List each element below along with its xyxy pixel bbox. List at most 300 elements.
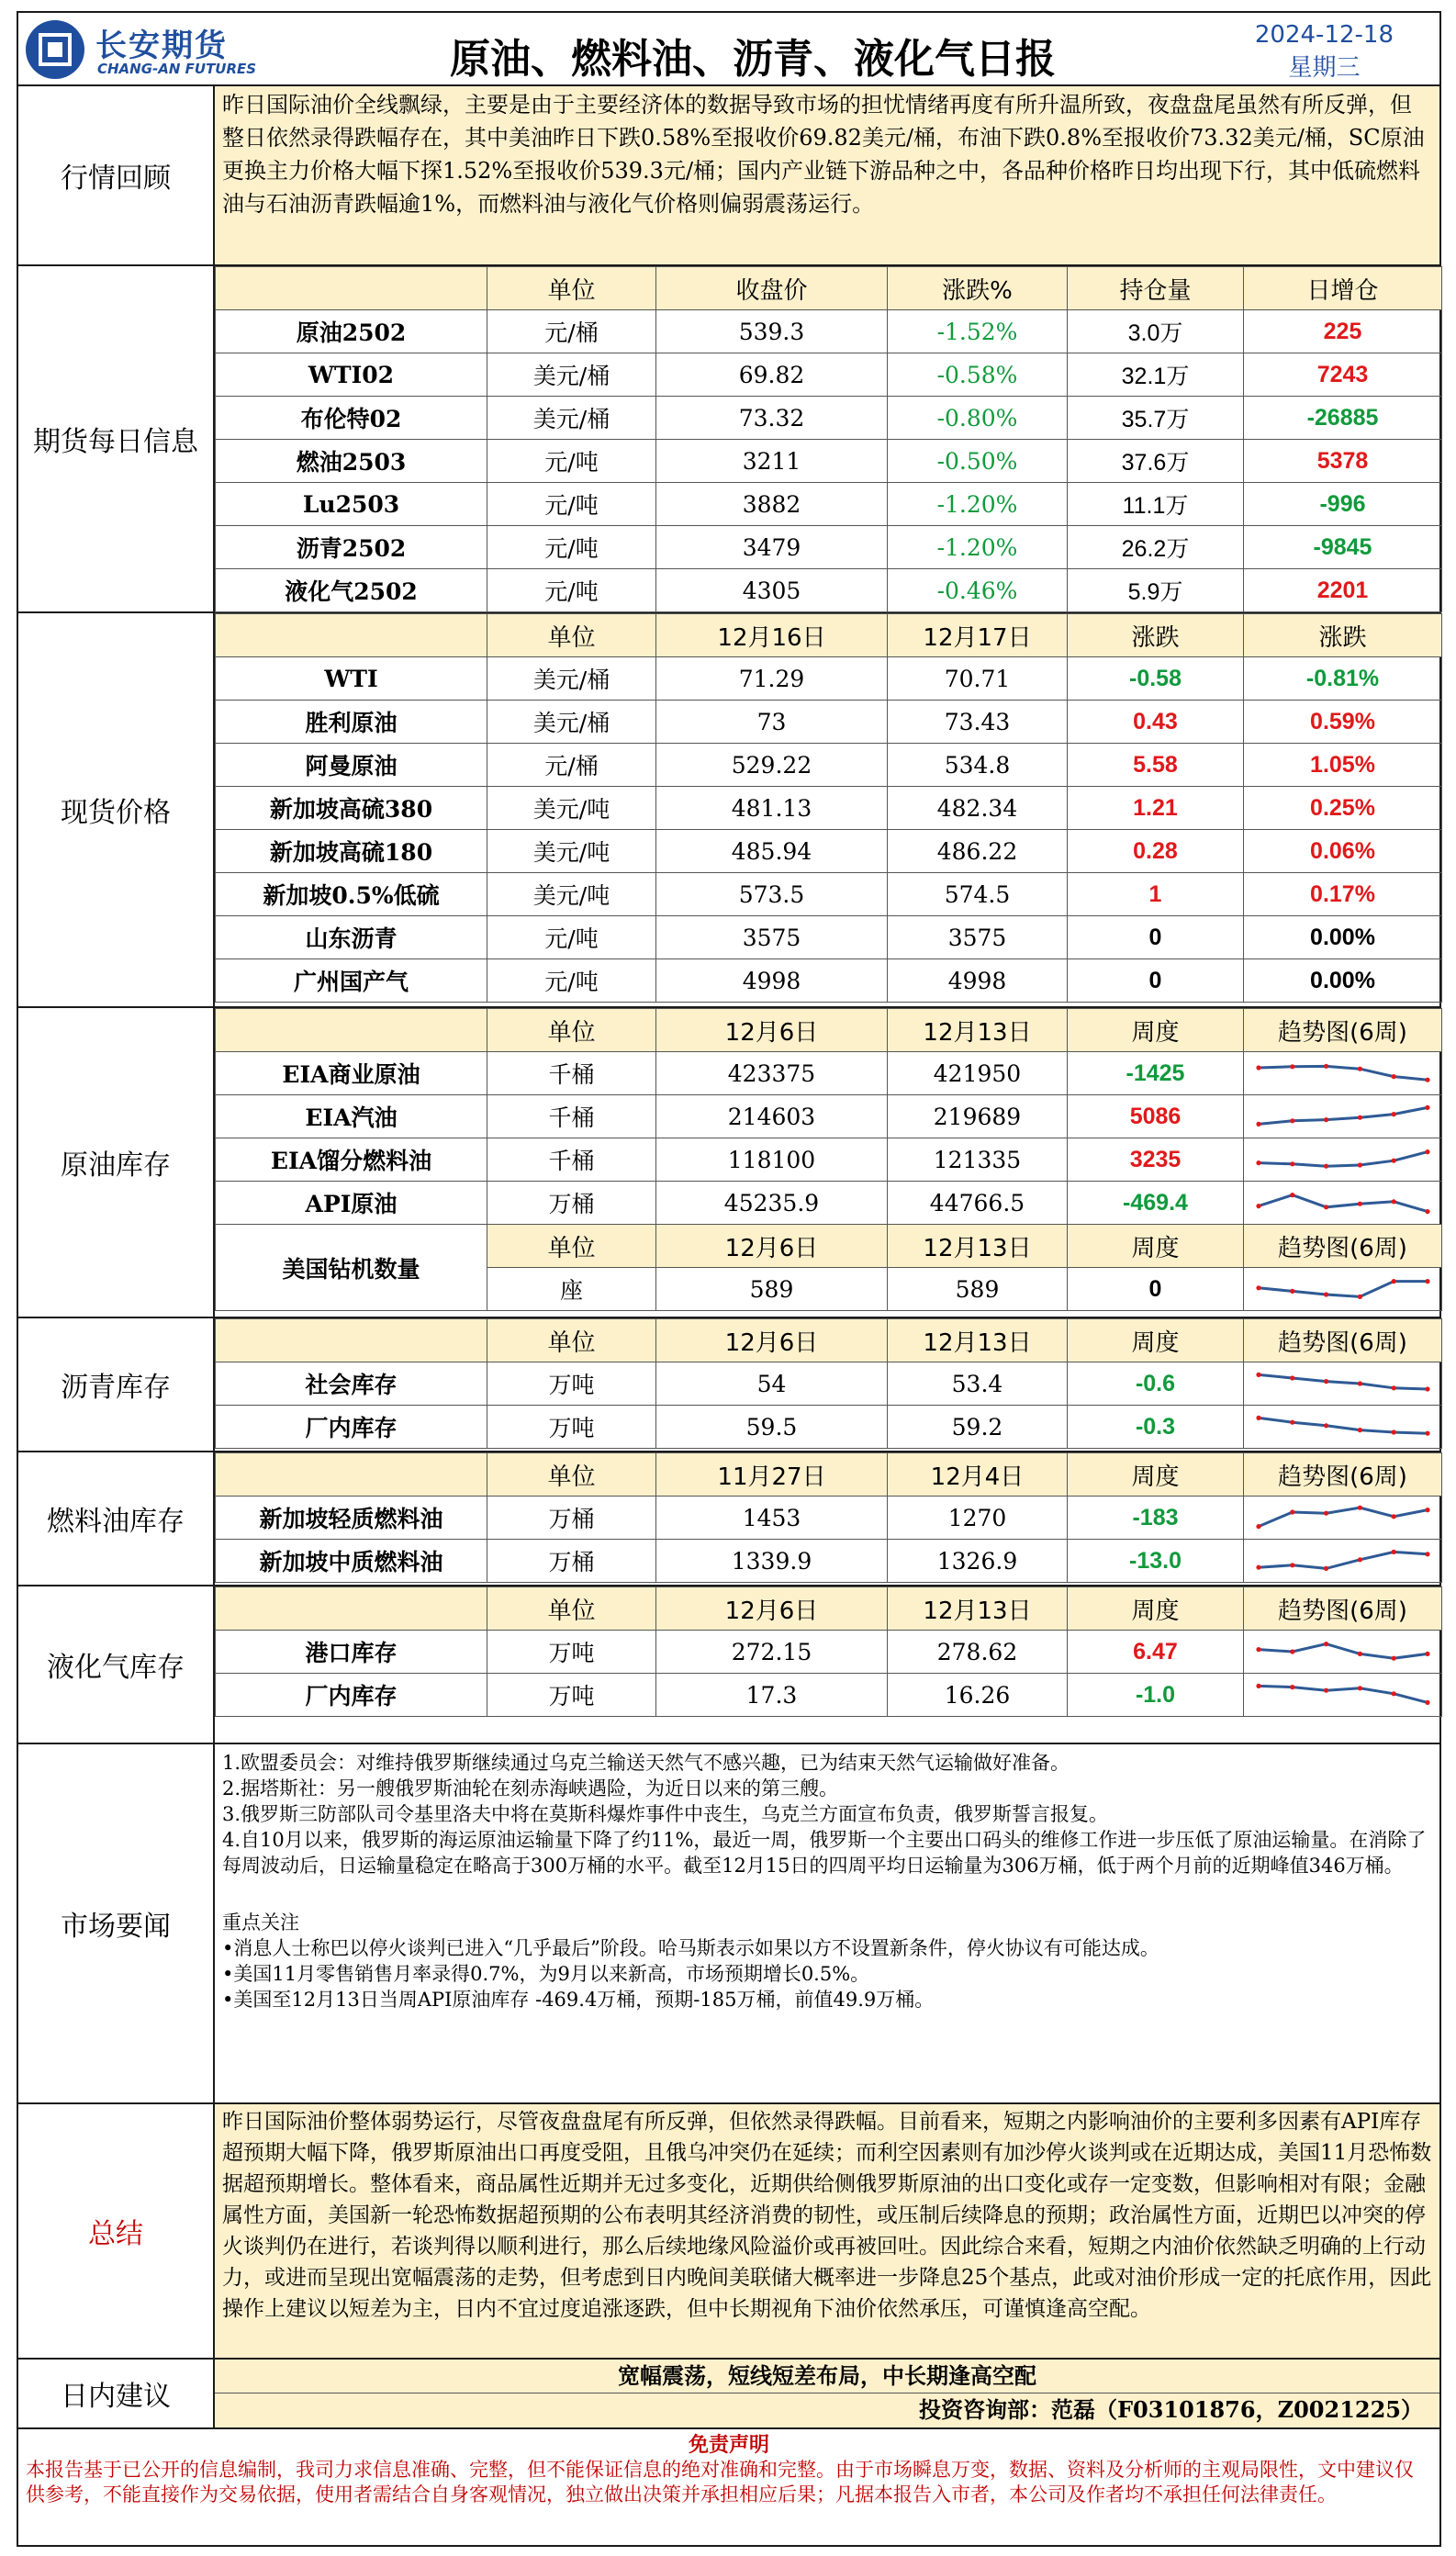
change-pct: -0.46% bbox=[888, 569, 1068, 612]
trend-point bbox=[1425, 1386, 1429, 1391]
weekly-change: -469.4 bbox=[1068, 1182, 1244, 1225]
daily-oi-change: 5378 bbox=[1244, 440, 1442, 483]
change-pct: -0.58% bbox=[888, 353, 1068, 397]
section-label: 燃料油库存 bbox=[18, 1452, 215, 1585]
value-period1: 17.3 bbox=[656, 1674, 888, 1717]
trend-point bbox=[1324, 1379, 1328, 1384]
daily-oi-change: 7243 bbox=[1244, 353, 1442, 397]
trend-sparkline bbox=[1251, 1499, 1435, 1536]
table-row bbox=[216, 1406, 1442, 1449]
trend-point bbox=[1425, 1508, 1429, 1512]
trend-point bbox=[1324, 1688, 1328, 1693]
contract-name: 沥青2502 bbox=[216, 526, 487, 569]
change-pct: -1.52% bbox=[888, 310, 1068, 353]
change-abs: 0.43 bbox=[1068, 701, 1244, 744]
inventory-name: 厂内库存 bbox=[216, 1406, 487, 1449]
asphalt-inventory-table bbox=[215, 1318, 1442, 1449]
trend-point bbox=[1324, 1511, 1328, 1516]
trend-point bbox=[1357, 1557, 1361, 1562]
unit-cell: 元/吨 bbox=[487, 569, 656, 612]
header-cell bbox=[216, 1009, 487, 1052]
trend-point bbox=[1256, 1204, 1260, 1208]
unit-cell: 万吨 bbox=[487, 1631, 656, 1674]
news-spacer bbox=[222, 1878, 1432, 1910]
unit-cell: 元/吨 bbox=[487, 916, 656, 959]
trend-sparkline bbox=[1251, 1408, 1435, 1445]
trend-point bbox=[1256, 1416, 1260, 1420]
trend-point bbox=[1357, 1506, 1361, 1510]
value-period2: 59.2 bbox=[888, 1406, 1068, 1449]
trend-sparkline bbox=[1251, 1055, 1435, 1092]
value-period2: 16.26 bbox=[888, 1674, 1068, 1717]
change-abs: 1.21 bbox=[1068, 787, 1244, 830]
disclaimer-title: 免责声明 bbox=[688, 2433, 769, 2457]
trend-point bbox=[1357, 1428, 1361, 1432]
trend-sparkline bbox=[1251, 1633, 1435, 1670]
inventory-name: EIA商业原油 bbox=[216, 1052, 487, 1095]
close-price: 3882 bbox=[656, 483, 888, 526]
value-period1: 272.15 bbox=[656, 1631, 888, 1674]
header-cell: 周度 bbox=[1068, 1009, 1244, 1052]
close-price: 539.3 bbox=[656, 310, 888, 353]
trend-point bbox=[1256, 1647, 1260, 1652]
header-cell bbox=[216, 1453, 487, 1497]
news-item: 2.据塔斯社：另一艘俄罗斯油轮在刻赤海峡遇险，为近日以来的第三艘。 bbox=[222, 1777, 839, 1799]
value-period2: 421950 bbox=[888, 1052, 1068, 1095]
close-price: 3479 bbox=[656, 526, 888, 569]
crude-table-wrap bbox=[215, 1008, 1439, 1317]
unit-cell: 元/吨 bbox=[487, 959, 656, 1003]
table-header-row bbox=[216, 1319, 1442, 1362]
trend-point bbox=[1357, 1295, 1361, 1299]
unit-cell: 元/吨 bbox=[487, 526, 656, 569]
price-day1: 573.5 bbox=[656, 873, 888, 916]
unit-cell: 美元/桶 bbox=[487, 701, 656, 744]
rig-header-row bbox=[216, 1225, 1442, 1268]
trend-point bbox=[1425, 1431, 1429, 1436]
trend-point bbox=[1425, 1700, 1429, 1705]
section-label: 沥青库存 bbox=[18, 1318, 215, 1451]
header-cell bbox=[216, 614, 487, 657]
inventory-name: 新加坡轻质燃料油 bbox=[216, 1497, 487, 1540]
open-interest: 5.9万 bbox=[1068, 569, 1244, 612]
trend-point bbox=[1324, 1164, 1328, 1169]
close-price: 73.32 bbox=[656, 397, 888, 440]
price-day1: 485.94 bbox=[656, 830, 888, 873]
inventory-name: 新加坡中质燃料油 bbox=[216, 1540, 487, 1583]
trend-point bbox=[1357, 1162, 1361, 1167]
table-row bbox=[216, 397, 1442, 440]
trend-point bbox=[1256, 1684, 1260, 1688]
date-text: 2024-12-18 bbox=[1254, 21, 1394, 49]
unit-cell: 美元/桶 bbox=[487, 397, 656, 440]
section-label: 液化气库存 bbox=[18, 1586, 215, 1743]
open-interest: 32.1万 bbox=[1068, 353, 1244, 397]
trend-cell bbox=[1244, 1497, 1442, 1540]
logo-name-en: CHANG-AN FUTURES bbox=[97, 61, 257, 77]
trend-point bbox=[1290, 1375, 1294, 1380]
trend-point bbox=[1425, 1652, 1429, 1656]
trend-cell bbox=[1244, 1674, 1442, 1717]
section-market-news bbox=[17, 1744, 1441, 2104]
table-row bbox=[216, 657, 1442, 701]
lpg-table-wrap bbox=[215, 1586, 1439, 1743]
weekly-change: -1425 bbox=[1068, 1052, 1244, 1095]
section-label: 期货每日信息 bbox=[18, 266, 215, 611]
section-lpg-inventory bbox=[17, 1586, 1441, 1744]
futures-table-wrap bbox=[215, 266, 1439, 611]
table-row bbox=[216, 1631, 1442, 1674]
header-cell: 趋势图(6周) bbox=[1244, 1453, 1442, 1497]
trend-point bbox=[1290, 1685, 1294, 1689]
value-period2: 53.4 bbox=[888, 1362, 1068, 1406]
trend-point bbox=[1357, 1381, 1361, 1385]
value-period1: 118100 bbox=[656, 1138, 888, 1182]
trend-point bbox=[1391, 1656, 1395, 1661]
table-row bbox=[216, 701, 1442, 744]
trend-point bbox=[1324, 1566, 1328, 1571]
trend-point bbox=[1357, 1686, 1361, 1690]
value-period1: 1453 bbox=[656, 1497, 888, 1540]
unit-cell: 元/桶 bbox=[487, 744, 656, 787]
trend-point bbox=[1391, 1429, 1395, 1434]
weekly-change: -1.0 bbox=[1068, 1674, 1244, 1717]
trend-line bbox=[1259, 1644, 1428, 1659]
open-interest: 11.1万 bbox=[1068, 483, 1244, 526]
close-price: 3211 bbox=[656, 440, 888, 483]
header-cell: 单位 bbox=[487, 1319, 656, 1362]
trend-line bbox=[1259, 1508, 1428, 1526]
price-day1: 481.13 bbox=[656, 787, 888, 830]
logo-emblem-icon bbox=[26, 20, 84, 79]
change-pct: -1.20% bbox=[888, 526, 1068, 569]
change-abs: 0.28 bbox=[1068, 830, 1244, 873]
trend-cell bbox=[1244, 1540, 1442, 1583]
header-cell: 12月6日 bbox=[656, 1587, 888, 1631]
header-cell: 趋势图(6周) bbox=[1244, 1319, 1442, 1362]
table-row bbox=[216, 830, 1442, 873]
spot-name: WTI bbox=[216, 657, 487, 701]
value-period1: 45235.9 bbox=[656, 1182, 888, 1225]
trend-point bbox=[1391, 1159, 1395, 1163]
trend-cell bbox=[1244, 1362, 1442, 1406]
spot-name: 新加坡0.5%低硫 bbox=[216, 873, 487, 916]
trend-cell bbox=[1244, 1052, 1442, 1095]
daily-oi-change: 2201 bbox=[1244, 569, 1442, 612]
trend-point bbox=[1425, 1279, 1429, 1284]
change-pct: -0.81% bbox=[1244, 657, 1442, 701]
unit-cell: 美元/桶 bbox=[487, 657, 656, 701]
table-row bbox=[216, 310, 1442, 353]
header-cell: 持仓量 bbox=[1068, 267, 1244, 310]
disclaimer-text: 本报告基于已公开的信息编制，我司力求信息准确、完整，但不能保证信息的绝对准确和完整。由于市场瞬息万变，数据、资料及分析师的主观局限性，文中建议仅供参考，不能直接作为交易依据，使用者需结合自身客观情况，独立做出决策并承担相应后果；凡据本报告入市者，本公司及作者均不承担任何法律责任。 bbox=[26, 2459, 1414, 2506]
trend-point bbox=[1324, 1064, 1328, 1069]
change-pct: 0.59% bbox=[1244, 701, 1442, 744]
header-cell: 周度 bbox=[1068, 1587, 1244, 1631]
close-price: 69.82 bbox=[656, 353, 888, 397]
header-cell: 12月13日 bbox=[888, 1009, 1068, 1052]
table-header-row bbox=[216, 1587, 1442, 1631]
contract-name: 液化气2502 bbox=[216, 569, 487, 612]
trend-line bbox=[1259, 1195, 1428, 1212]
unit-cell: 元/桶 bbox=[487, 310, 656, 353]
inventory-name: EIA汽油 bbox=[216, 1095, 487, 1138]
unit-cell: 美元/吨 bbox=[487, 787, 656, 830]
spot-name: 山东沥青 bbox=[216, 916, 487, 959]
spot-table-wrap bbox=[215, 613, 1439, 1006]
table-row bbox=[216, 440, 1442, 483]
trend-point bbox=[1256, 1122, 1260, 1127]
unit-cell: 美元/吨 bbox=[487, 830, 656, 873]
report-header bbox=[17, 11, 1441, 86]
table-row bbox=[216, 744, 1442, 787]
header-cell bbox=[216, 1319, 487, 1362]
header-cell: 12月13日 bbox=[888, 1587, 1068, 1631]
unit-cell: 美元/吨 bbox=[487, 873, 656, 916]
focus-item: •美国至12月13日当周API原油库存 -469.4万桶，预期-185万桶，前值49.9万桶。 bbox=[222, 1989, 935, 2011]
spot-name: 广州国产气 bbox=[216, 959, 487, 1003]
trend-point bbox=[1391, 1691, 1395, 1696]
table-row bbox=[216, 787, 1442, 830]
header-cell: 12月13日 bbox=[888, 1319, 1068, 1362]
trend-point bbox=[1324, 1423, 1328, 1428]
trend-point bbox=[1425, 1105, 1429, 1110]
trend-point bbox=[1391, 1385, 1395, 1390]
summary-text: 昨日国际油价整体弱势运行，尽管夜盘盘尾有所反弹，但依然录得跌幅。目前看来，短期之内影响油价的主要利多因素有API库存超预期大幅下降，俄罗斯原油出口再度受阻，且俄乌冲突仍在延续；而利空因素则有加沙停火谈判或在近期达成，美国11月恐怖数据超预期增长。整体看来，商品属性近期并无过多变化，近期供给侧俄罗斯原油的出口变化或存一定变数，但影响相对有限；金融属性方面，美国新一轮恐怖数据超预期的公布表明其经济消费的韧性，或压制后续降息的预期；政治属性方面，近期巴以冲突的停火谈判仍在进行，若谈判得以顺利进行，那么后续地缘风险溢价或再被回吐。因此综合来看，短期之内油价依然缺乏明确的上行动力，或进而呈现出宽幅震荡的走势，但考虑到日内晚间美联储大概率进一步降息25个基点，此或对油价形成一定的托底作用，因此操作上建议以短差为主，日内不宜过度追涨逐跌，但中长期视角下油价依然承压，可谨慎逢高空配。 bbox=[222, 2110, 1432, 2321]
price-day1: 3575 bbox=[656, 916, 888, 959]
price-day1: 529.22 bbox=[656, 744, 888, 787]
trend-point bbox=[1425, 1552, 1429, 1556]
header-cell: 涨跌% bbox=[888, 267, 1068, 310]
trend-point bbox=[1391, 1514, 1395, 1519]
value-period1: 423375 bbox=[656, 1052, 888, 1095]
price-day2: 3575 bbox=[888, 916, 1068, 959]
trend-point bbox=[1391, 1550, 1395, 1554]
value-period1: 589 bbox=[656, 1268, 888, 1311]
price-day1: 71.29 bbox=[656, 657, 888, 701]
review-text: 昨日国际油价全线飘绿，主要是由于主要经济体的数据导致市场的担忧情绪再度有所升温所致，夜盘盘尾虽然有所反弹，但整日依然录得跌幅存在，其中美油昨日下跌0.58%至报收价69.82美元/桶，布油下跌0.8%至报收价73.32美元/桶，SC原油更换主力价格大幅下探1.52%至报收价539.3元/桶；国内产业链下游品种之中，各品种价格昨日均出现下行，其中低硫燃料油与石油沥青跌幅逾1%，而燃料油与液化气价格则偏弱震荡运行。 bbox=[222, 92, 1425, 217]
trend-point bbox=[1391, 1112, 1395, 1116]
weekly-change: -183 bbox=[1068, 1497, 1244, 1540]
header-cell: 单位 bbox=[487, 614, 656, 657]
value-period2: 589 bbox=[888, 1268, 1068, 1311]
fuel-table-wrap bbox=[215, 1452, 1439, 1585]
trend-point bbox=[1256, 1285, 1260, 1290]
trend-point bbox=[1290, 1193, 1294, 1197]
value-period1: 1339.9 bbox=[656, 1540, 888, 1583]
open-interest: 37.6万 bbox=[1068, 440, 1244, 483]
trend-point bbox=[1290, 1649, 1294, 1654]
table-row bbox=[216, 1138, 1442, 1182]
trend-point bbox=[1357, 1652, 1361, 1656]
summary-body bbox=[215, 2104, 1439, 2358]
daily-oi-change: -9845 bbox=[1244, 526, 1442, 569]
close-price: 4305 bbox=[656, 569, 888, 612]
value-period2: 44766.5 bbox=[888, 1182, 1068, 1225]
trend-point bbox=[1256, 1524, 1260, 1529]
header-cell: 12月6日 bbox=[656, 1225, 888, 1268]
header-cell: 周度 bbox=[1068, 1319, 1244, 1362]
change-pct: 0.00% bbox=[1244, 916, 1442, 959]
header-cell: 12月13日 bbox=[888, 1225, 1068, 1268]
value-period1: 214603 bbox=[656, 1095, 888, 1138]
weekly-change: 5086 bbox=[1068, 1095, 1244, 1138]
value-period1: 59.5 bbox=[656, 1406, 888, 1449]
header-cell: 单位 bbox=[487, 267, 656, 310]
header-cell: 12月16日 bbox=[656, 614, 888, 657]
table-row bbox=[216, 1095, 1442, 1138]
trend-sparkline bbox=[1251, 1141, 1435, 1178]
trend-point bbox=[1256, 1160, 1260, 1165]
change-pct: 0.00% bbox=[1244, 959, 1442, 1003]
trend-cell bbox=[1244, 1138, 1442, 1182]
trend-cell bbox=[1244, 1406, 1442, 1449]
section-futures bbox=[17, 266, 1441, 613]
weekday-text: 星期三 bbox=[1288, 54, 1361, 82]
table-row bbox=[216, 1674, 1442, 1717]
daily-oi-change: -996 bbox=[1244, 483, 1442, 526]
review-body bbox=[215, 86, 1439, 264]
table-row bbox=[216, 483, 1442, 526]
price-day2: 534.8 bbox=[888, 744, 1068, 787]
value-period2: 278.62 bbox=[888, 1631, 1068, 1674]
value-period2: 1326.9 bbox=[888, 1540, 1068, 1583]
focus-item: •美国11月零售销售月率录得0.7%，为9月以来新高，市场预期增长0.5%。 bbox=[222, 1963, 870, 1985]
header-cell: 11月27日 bbox=[656, 1453, 888, 1497]
price-day2: 73.43 bbox=[888, 701, 1068, 744]
section-summary bbox=[17, 2104, 1441, 2360]
intraday-body bbox=[215, 2360, 1439, 2427]
header-cell: 单位 bbox=[487, 1225, 656, 1268]
header-cell: 趋势图(6周) bbox=[1244, 1009, 1442, 1052]
news-item: 3.俄罗斯三防部队司令基里洛夫中将在莫斯科爆炸事件中丧生，乌克兰方面宣布负责，俄罗斯誓言报复。 bbox=[222, 1803, 1109, 1825]
trend-point bbox=[1324, 1117, 1328, 1122]
trend-point bbox=[1290, 1563, 1294, 1567]
trend-point bbox=[1425, 1149, 1429, 1154]
change-abs: 5.58 bbox=[1068, 744, 1244, 787]
weekly-change: -0.3 bbox=[1068, 1406, 1244, 1449]
inventory-name: API原油 bbox=[216, 1182, 487, 1225]
table-row bbox=[216, 1052, 1442, 1095]
open-interest: 26.2万 bbox=[1068, 526, 1244, 569]
unit-cell: 万吨 bbox=[487, 1674, 656, 1717]
contract-name: 布伦特02 bbox=[216, 397, 487, 440]
open-interest: 35.7万 bbox=[1068, 397, 1244, 440]
value-period2: 219689 bbox=[888, 1095, 1068, 1138]
header-cell: 单位 bbox=[487, 1587, 656, 1631]
trend-point bbox=[1290, 1064, 1294, 1069]
price-day2: 486.22 bbox=[888, 830, 1068, 873]
header-cell: 涨跌 bbox=[1068, 614, 1244, 657]
header-cell: 12月4日 bbox=[888, 1453, 1068, 1497]
trend-sparkline bbox=[1251, 1676, 1435, 1713]
inventory-name: 港口库存 bbox=[216, 1631, 487, 1674]
inventory-name: 社会库存 bbox=[216, 1362, 487, 1406]
trend-point bbox=[1391, 1074, 1395, 1079]
table-header-row bbox=[216, 267, 1442, 310]
price-day1: 73 bbox=[656, 701, 888, 744]
trend-point bbox=[1357, 1202, 1361, 1206]
trend-line bbox=[1259, 1152, 1428, 1167]
news-content bbox=[215, 1744, 1439, 2018]
trend-point bbox=[1290, 1118, 1294, 1123]
fuel-inventory-table bbox=[215, 1452, 1442, 1583]
consultant-info: 投资咨询部：范磊（F03101876，Z0021225） bbox=[918, 2396, 1423, 2423]
header-cell: 12月6日 bbox=[656, 1009, 888, 1052]
table-header-row bbox=[216, 614, 1442, 657]
section-asphalt-inventory bbox=[17, 1318, 1441, 1452]
change-pct: -1.20% bbox=[888, 483, 1068, 526]
table-row bbox=[216, 1540, 1442, 1583]
change-pct: 0.06% bbox=[1244, 830, 1442, 873]
section-label: 现货价格 bbox=[18, 613, 215, 1006]
trend-cell bbox=[1244, 1268, 1442, 1311]
trend-line bbox=[1259, 1282, 1428, 1297]
weekly-change: 0 bbox=[1068, 1268, 1244, 1311]
change-pct: 0.25% bbox=[1244, 787, 1442, 830]
change-pct: 0.17% bbox=[1244, 873, 1442, 916]
price-day2: 4998 bbox=[888, 959, 1068, 1003]
trend-point bbox=[1324, 1642, 1328, 1646]
spot-table bbox=[215, 613, 1442, 1003]
unit-cell: 万吨 bbox=[487, 1406, 656, 1449]
change-abs: -0.58 bbox=[1068, 657, 1244, 701]
table-header-row bbox=[216, 1453, 1442, 1497]
section-label: 总结 bbox=[18, 2104, 215, 2358]
news-item: 1.欧盟委员会：对维持俄罗斯继续通过乌克兰输送天然气不感兴趣，已为结束天然气运输做好准备。 bbox=[222, 1752, 1070, 1774]
trend-cell bbox=[1244, 1182, 1442, 1225]
trend-cell bbox=[1244, 1631, 1442, 1674]
crude-inventory-table bbox=[215, 1008, 1442, 1311]
unit-cell: 万桶 bbox=[487, 1497, 656, 1540]
table-header-row bbox=[216, 1009, 1442, 1052]
trend-point bbox=[1290, 1420, 1294, 1425]
price-day2: 482.34 bbox=[888, 787, 1068, 830]
report-date bbox=[1255, 18, 1394, 84]
logo-name-cn: 长安期货 bbox=[95, 28, 228, 64]
report-page bbox=[17, 11, 1441, 2547]
trend-point bbox=[1357, 1115, 1361, 1120]
section-crude-inventory bbox=[17, 1008, 1441, 1318]
unit-cell: 千桶 bbox=[487, 1052, 656, 1095]
trend-point bbox=[1324, 1205, 1328, 1209]
header-cell: 12月17日 bbox=[888, 614, 1068, 657]
section-spot bbox=[17, 613, 1441, 1008]
change-pct: -0.50% bbox=[888, 440, 1068, 483]
trend-line bbox=[1259, 1686, 1428, 1702]
unit-cell: 座 bbox=[487, 1268, 656, 1311]
section-label: 行情回顾 bbox=[18, 86, 215, 264]
table-row bbox=[216, 916, 1442, 959]
trend-line bbox=[1259, 1107, 1428, 1124]
header-cell: 单位 bbox=[487, 1009, 656, 1052]
news-body bbox=[215, 1744, 1439, 2102]
unit-cell: 美元/桶 bbox=[487, 353, 656, 397]
header-cell: 趋势图(6周) bbox=[1244, 1587, 1442, 1631]
table-row bbox=[216, 569, 1442, 612]
unit-cell: 万桶 bbox=[487, 1182, 656, 1225]
table-row bbox=[216, 1497, 1442, 1540]
section-fuel-inventory bbox=[17, 1452, 1441, 1586]
price-day2: 574.5 bbox=[888, 873, 1068, 916]
trend-point bbox=[1324, 1292, 1328, 1296]
inventory-name: EIA馏分燃料油 bbox=[216, 1138, 487, 1182]
spot-name: 胜利原油 bbox=[216, 701, 487, 744]
rig-count-name: 美国钻机数量 bbox=[216, 1225, 487, 1311]
value-period2: 121335 bbox=[888, 1138, 1068, 1182]
trend-cell bbox=[1244, 1095, 1442, 1138]
lpg-inventory-table bbox=[215, 1586, 1442, 1717]
